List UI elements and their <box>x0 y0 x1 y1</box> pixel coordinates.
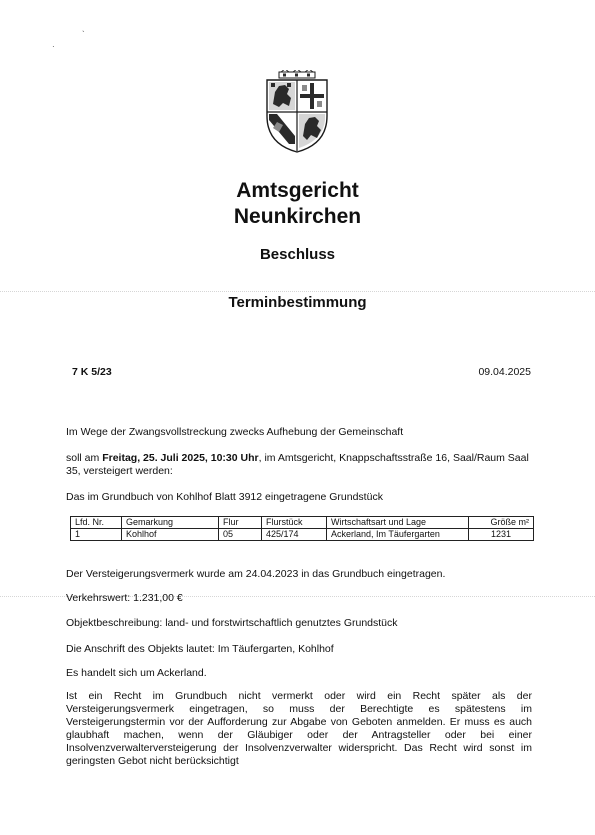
object-address: Die Anschrift des Objekts lautet: Im Täufergarten, Kohlhof <box>66 643 334 655</box>
auction-paragraph <box>66 452 532 478</box>
market-value: Verkehrswert: 1.231,00 € <box>66 592 183 604</box>
registration-note: Der Versteigerungsvermerk wurde am 24.04.2023 in das Grundbuch eingetragen. <box>66 568 446 580</box>
file-number: 7 K 5/23 <box>72 366 112 378</box>
column-header-parcel: Flurstück <box>262 517 327 529</box>
property-table <box>70 516 534 541</box>
object-description: Objektbeschreibung: land- und forstwirtschaftlich genutztes Grundstück <box>66 617 398 629</box>
court-name-line-2: Neunkirchen <box>233 205 362 228</box>
cell-number: 1 <box>71 529 122 541</box>
column-header-size: Größe m² <box>469 517 534 529</box>
column-header-number: Lfd. Nr. <box>71 517 122 529</box>
table-row <box>71 529 534 541</box>
auction-datetime: Freitag, 25. Juli 2025, 10:30 Uhr <box>102 452 259 464</box>
cell-size: 1231 <box>469 529 534 541</box>
cell-district: Kohlhof <box>122 529 219 541</box>
rights-notice: Ist ein Recht im Grundbuch nicht vermerkt oder wird ein Recht später als der Versteigerungsvermerk eingetragen, so muss der Berechtigte es spätestens im Versteigerungstermin vor der Aufforderung zur Abgabe von Geboten anmelden. Er muss es auch glaubhaft machen, wenn der Gläubiger oder der Antragsteller oder bei einer Insolvenzverwalterversteigerung der Insolvenzverwalter widerspricht. Das Recht wird sonst im geringsten Gebot nicht berücksichtigt <box>66 690 532 767</box>
document-title: Terminbestimmung <box>228 294 367 311</box>
column-header-use-location: Wirtschaftsart und Lage <box>327 517 469 529</box>
court-name-line-1: Amtsgericht <box>236 179 359 202</box>
scan-speck: · <box>52 42 55 51</box>
intro-text: Im Wege der Zwangsvollstreckung zwecks Aufhebung der Gemeinschaft <box>66 426 404 438</box>
scan-speck: ` <box>82 30 85 39</box>
decision-label: Beschluss <box>259 246 336 263</box>
scan-artifact-line <box>0 291 595 292</box>
cell-field: 05 <box>219 529 262 541</box>
column-header-district: Gemarkung <box>122 517 219 529</box>
cell-parcel: 425/174 <box>262 529 327 541</box>
auction-suffix: , im Amtsgericht, Knappschaftsstraße 16, Saal/Raum Saal 35, versteigert werden: <box>66 452 529 477</box>
coat-of-arms-icon <box>265 70 329 154</box>
land-type-note: Es handelt sich um Ackerland. <box>66 667 207 679</box>
cell-use-location: Ackerland, Im Täufergarten <box>327 529 469 541</box>
column-header-field: Flur <box>219 517 262 529</box>
table-header-row <box>71 517 534 529</box>
document-date: 09.04.2025 <box>478 366 531 378</box>
auction-prefix: soll am <box>66 452 103 464</box>
property-intro: Das im Grundbuch von Kohlhof Blatt 3912 eingetragene Grundstück <box>66 491 383 503</box>
